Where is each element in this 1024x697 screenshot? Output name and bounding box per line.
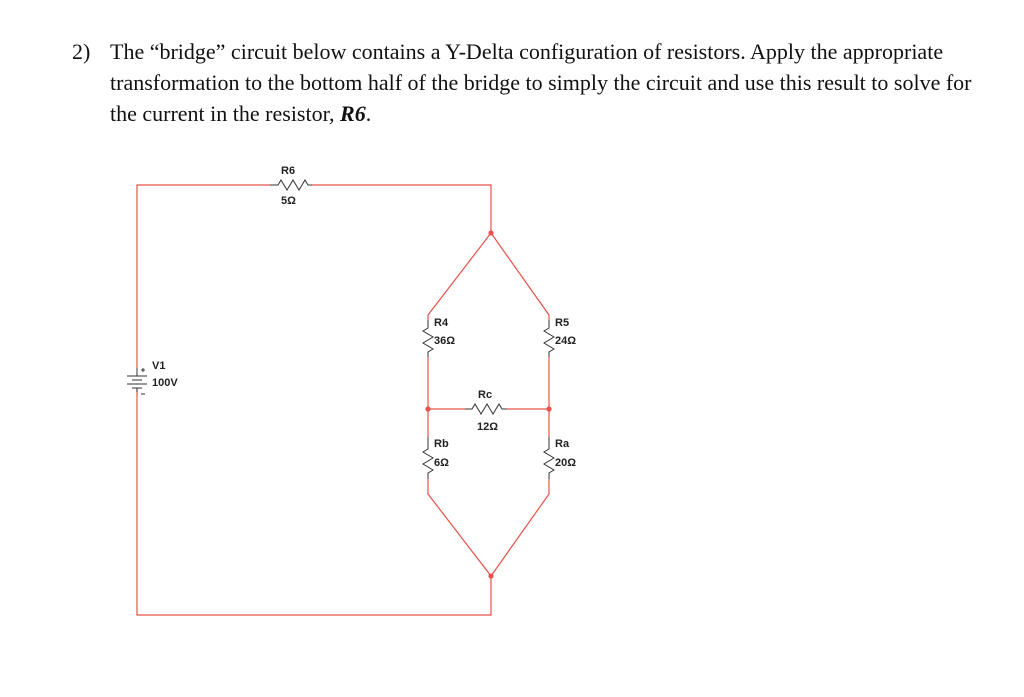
resistor-rc: [465, 404, 507, 414]
problem-number: 2): [72, 39, 91, 64]
junction-bottom: [488, 573, 493, 578]
rb-value-label: 6Ω: [434, 457, 449, 469]
wire-ra-to-bottom: [491, 479, 549, 576]
battery-v1: [127, 368, 147, 394]
wire-top-to-r5: [491, 233, 549, 320]
junction-top: [488, 230, 493, 235]
ra-name-label: Ra: [555, 438, 570, 450]
v1-name-label: V1: [152, 360, 166, 372]
wire-rb-to-bottom: [428, 479, 491, 576]
wire-bottom: [137, 389, 491, 615]
rc-name-label: Rc: [478, 389, 493, 401]
junction-right: [546, 406, 551, 411]
ra-value-label: 20Ω: [555, 457, 577, 469]
r6-name-label: R6: [281, 165, 296, 177]
wire-top-left: [137, 185, 270, 368]
problem-text-body: The “bridge” circuit below contains a Y-Delta configuration of resistors. Apply the appropriate transformation to the bottom half of the bridge to simply the circuit and use this result to solve for the current in the resistor,: [110, 39, 972, 126]
r5-value-label: 24Ω: [555, 335, 577, 347]
junction-dots: [425, 230, 551, 578]
resistor-ra: [544, 437, 554, 479]
wire-top-to-r4: [428, 233, 491, 320]
r4-value-label: 36Ω: [434, 335, 456, 347]
junction-left: [425, 406, 430, 411]
resistor-r5: [544, 320, 554, 357]
rb-name-label: Rb: [434, 438, 449, 450]
target-resistor-label: R6: [340, 101, 366, 126]
rc-value-label: 12Ω: [477, 421, 499, 433]
v1-value-label: 100V: [152, 377, 178, 389]
r6-value-label: 5Ω: [281, 195, 296, 207]
wire-top-right: [312, 185, 491, 233]
resistor-r6: [270, 180, 312, 190]
problem-text-end: .: [365, 101, 372, 126]
r4-name-label: R4: [434, 317, 449, 329]
r5-name-label: R5: [555, 317, 570, 329]
resistor-r4: [423, 320, 433, 357]
resistor-rb: [423, 437, 433, 479]
